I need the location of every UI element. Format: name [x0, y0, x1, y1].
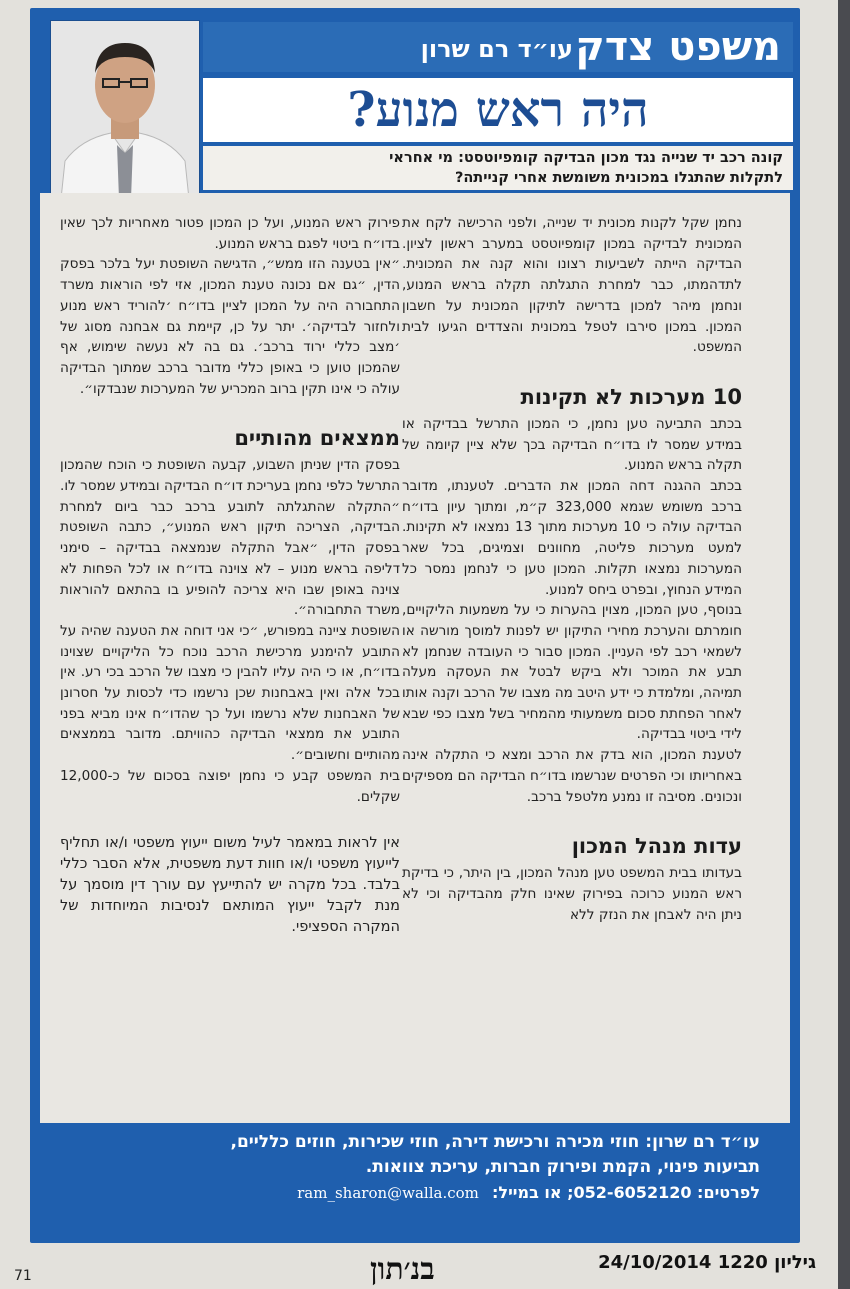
author-byline: עו״ד רם שרון: [420, 35, 573, 63]
subheadline-line-1: קונה רכב יד שנייה נגד מכון הבדיקה קומפיוטסט: מי אחראי: [389, 150, 783, 166]
issue-info: גיליון 1220 24/10/2014: [598, 1252, 816, 1273]
section-heading: 10 מערכות לא תקינות: [520, 384, 742, 409]
paragraph: בעדותו בבית המשפט טען מנהל המכון, בין היתר, כי בדיקת ראש המנוע כרוכה בפירוק שאינו חלק מהבדיקה וכי לא ניתן היה לאבחן את הנזק ללא: [402, 865, 742, 923]
newspaper-logo: בנ׳תון: [370, 1252, 435, 1287]
services-line-2: תביעות פינוי, הקמת ופירוק חברות, עריכת צוואות.: [365, 1157, 760, 1177]
article-body: [40, 193, 790, 1123]
subheadline: [203, 146, 793, 190]
paragraph: בכתב התביעה טען נחמן, כי המכון התרשל בבדיקה או במידע שמסר לו בדו״ח הבדיקה בכך שלא ציין קיומה של תקלה בראש המנוע.: [402, 415, 742, 474]
author-photo: [50, 20, 200, 200]
paragraph: לטענת המכון, הוא בדק את הרכב ומצא כי התקלה אינה באחריותו וכי הפרטים שנרשמו בדו״ח הבדיקה הם מספיקים ונכונים. מסיבה זו נמנע מלטפל ברכב.: [402, 747, 742, 805]
headline: היה ראש מנוע?: [347, 82, 649, 138]
right-column: [402, 213, 742, 925]
section-heading: ממצאים מהותיים: [234, 426, 400, 451]
author-portrait-icon: [51, 21, 199, 199]
subheadline-line-2: לתקלות שהתגלו במכונית משומשת אחרי קנייתה?: [454, 170, 783, 186]
contact-details: לפרטים: 052-6052120; או במייל:: [491, 1183, 760, 1202]
page-number: 71: [14, 1268, 32, 1284]
section-heading: עדות מנהל המכון: [571, 834, 742, 859]
paragraph: נחמן שקל לקנות מכונית יד שנייה, ולפני הרכישה לקח את המכונית לבדיקה במכון קומפיוטסט במערב ראשון לציון. הבדיקה הייתה לשביעות רצונו והוא קנה את המכונית. לתדהמתו, כבר למחרת התגלתה תקלה בראש המנוע, ונחמן מיהר למכון בדרישה לתיקון המכונית על חשבון המכון. במכון סירבו לטפל במכונית והצדדים הגיעו לבית המשפט.: [402, 215, 742, 356]
page-edge: [838, 0, 850, 1289]
advertiser-footer: [40, 1130, 790, 1230]
email-address[interactable]: ram_sharon@walla.com: [297, 1184, 479, 1202]
column-name: משפט צדק: [575, 24, 781, 70]
paragraph: השופטת ציינה במפורש, ״כי אני דוחה את הטענה שהיה על התובע להימנע מרכישת הרכב נוכח כל הליקויים שצוינו בדו״ח, או כי היה עליו להבין כי מצבו של הרכב בכי רע. אין בכל אלה ואין באבחנות שכן נרשמו כדי לכסות על חסרונן של האבחנות שלא נרשמו ועל כך שהדו״ח אינו מביא בפני התובע את ממצאי הבדיקה כהוויתם. מדובר בממצאים מהותיים וחשובים״.: [60, 622, 400, 764]
column-banner: [203, 22, 793, 72]
paragraph: ״אין בטענה הזו ממש״, הדגישה השופטת יעל בלכר בפסק הדין, ״גם אם נכונה טענת המכון, אזי לפי הוראות משרד התחבורה היה על המכון לציין בדו״ח ׳להוריד ראש מנוע ולחזור לבדיקה׳. יתר על כן, קיימת גם אבחנה מסוג של ׳מצב כללי ירוד ברכב׳. גם בה לא נעשה שימוש, אף שהמכון טוען כי באופן כללי מדובר ברכב שמתוך הבדיקה עולה כי אינו תקין ברוב המכריע של המערכות שנבדקו״.: [60, 256, 400, 397]
services-line-1: עו״ד רם שרון: חוזי מכירה ורכישת דירה, חוזי שכירות, חוזים כלליים,: [230, 1132, 760, 1152]
page-footer: [0, 1248, 838, 1289]
paragraph: בכתב ההגנה דחה המכון את הדברים. לטענתו, מדובר ברכב משומש שגמא 323,000 ק״מ, ומתוך עיון בדו״ח הבדיקה עולה כי 10 מערכות מתוך 13 נמצאו לא תקינות. למעט מערכות פליטה, מחוונים וצמיגים, בכל שאר המערכות נמצאו תקלות. המכון טען כי לנחמן נמסר כל המידע הנחוץ, ובפרט ביחס למנוע.: [402, 478, 743, 598]
paragraph: בית המשפט קבע כי נחמן יפוצה בסכום של כ-12,000 שקלים.: [60, 767, 400, 805]
legal-disclaimer: אין לראות במאמר לעיל משום ייעוץ משפטי ו/או תחליף לייעוץ משפטי ו/או חוות דעת משפטית, אלא הסבר כללי בלבד. בכל מקרה יש להתייעץ עם עורך דין מוסמך על מנת לקבל ייעוץ המותאם לנסיבות המיוחדות של המקרה הספציפי.: [60, 835, 400, 936]
left-column: [60, 213, 400, 938]
paragraph: בפסק הדין שניתן השבוע, קבעה השופטת כי הוכח שהמכון התרשל כלפי נחמן בעריכת דו״ח הבדיקה ובמידע שמסר לו. ״התקלה שהתגלתה לתובע ברכב כבר ביום למחרת הבדיקה, הצריכה תיקון ראש המנוע״, כתבה השופטת בפסק הדין, ״אבל התקלה שנמצאה בבדיקה – סימני דליפה בראש מנוע – לא צוינה בדו״ח או לכל הפחות לא צוינה באופן שבו היא צריכה להופיע בו בהתאם להוראות משרד התחבורה״.: [60, 457, 400, 619]
headline-box: [203, 78, 793, 142]
paragraph: פירוק ראש המנוע, ועל כן המכון פטור מאחריות לכך שאין בדו״ח ביטוי לפגם בראש המנוע.: [60, 215, 400, 252]
paragraph: בנוסף, טען המכון, מצוין בהערות כי על משמעות הליקויים, חומרתם והערכת מחירי התיקון יש לפנות למוסך מורשה או לשמאי רכב לפי העניין. המכון סבור כי העובדה שנחמן לא תבע את המוכר ולא ביקש לבטל את העסקה מעלה תמיהה, ומלמדת כי ידע היטב מה מצבו של הרכב וקנה אותו לאחר הפחתת סכום משמעותי מהמחיר בשל מצבו כפי שבא לידי ביטוי בבדיקה.: [402, 602, 742, 743]
article-frame: [30, 8, 800, 1243]
contact-line: [40, 1180, 790, 1206]
